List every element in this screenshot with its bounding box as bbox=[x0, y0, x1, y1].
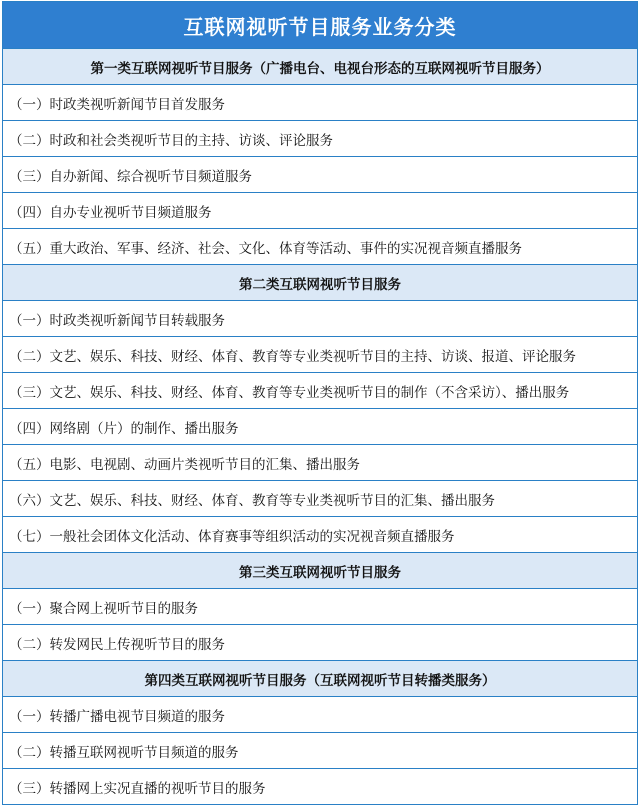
table-row: （三）转播网上实况直播的视听节目的服务 bbox=[9, 780, 266, 797]
table-row: （一）聚合网上视听节目的服务 bbox=[3, 589, 637, 625]
table-row: （一）转播广播电视节目频道的服务 bbox=[3, 697, 637, 733]
table-row: （四）网络剧（片）的制作、播出服务 bbox=[3, 409, 637, 445]
table-row: （五）重大政治、军事、经济、社会、文化、体育等活动、事件的实况视音频直播服务 bbox=[3, 229, 637, 265]
section-header-3: 第三类互联网视听节目服务 bbox=[3, 553, 637, 589]
section-header-4: 第四类互联网视听节目服务（互联网视听节目转播类服务） bbox=[3, 661, 637, 697]
table-row: （二）转播互联网视听节目频道的服务 bbox=[3, 733, 637, 769]
table-row: （七）一般社会团体文化活动、体育赛事等组织活动的实况视音频直播服务 bbox=[3, 517, 637, 553]
classification-table bbox=[2, 1, 638, 805]
table-row: （六）文艺、娱乐、科技、财经、体育、教育等专业类视听节目的汇集、播出服务 bbox=[3, 481, 637, 517]
table-row: （三）文艺、娱乐、科技、财经、体育、教育等专业类视听节目的制作（不含采访）、播出服务 bbox=[3, 373, 637, 409]
table-row: （二）时政和社会类视听节目的主持、访谈、评论服务 bbox=[3, 121, 637, 157]
section-header-1: 第一类互联网视听节目服务（广播电台、电视台形态的互联网视听节目服务） bbox=[3, 49, 637, 85]
table-row: （一）时政类视听新闻节目首发服务 bbox=[3, 85, 637, 121]
table-row: （三）自办新闻、综合视听节目频道服务 bbox=[3, 157, 637, 193]
table-row: （五）电影、电视剧、动画片类视听节目的汇集、播出服务 bbox=[3, 445, 637, 481]
table-row: （二）转发网民上传视听节目的服务 bbox=[3, 625, 637, 661]
table-title: 互联网视听节目服务业务分类 bbox=[3, 2, 637, 49]
table-row: （一）时政类视听新闻节目转载服务 bbox=[3, 301, 637, 337]
section-header-2: 第二类互联网视听节目服务 bbox=[3, 265, 637, 301]
table-row: （四）自办专业视听节目频道服务 bbox=[3, 193, 637, 229]
table-row: （二）文艺、娱乐、科技、财经、体育、教育等专业类视听节目的主持、访谈、报道、评论服务 bbox=[3, 337, 637, 373]
